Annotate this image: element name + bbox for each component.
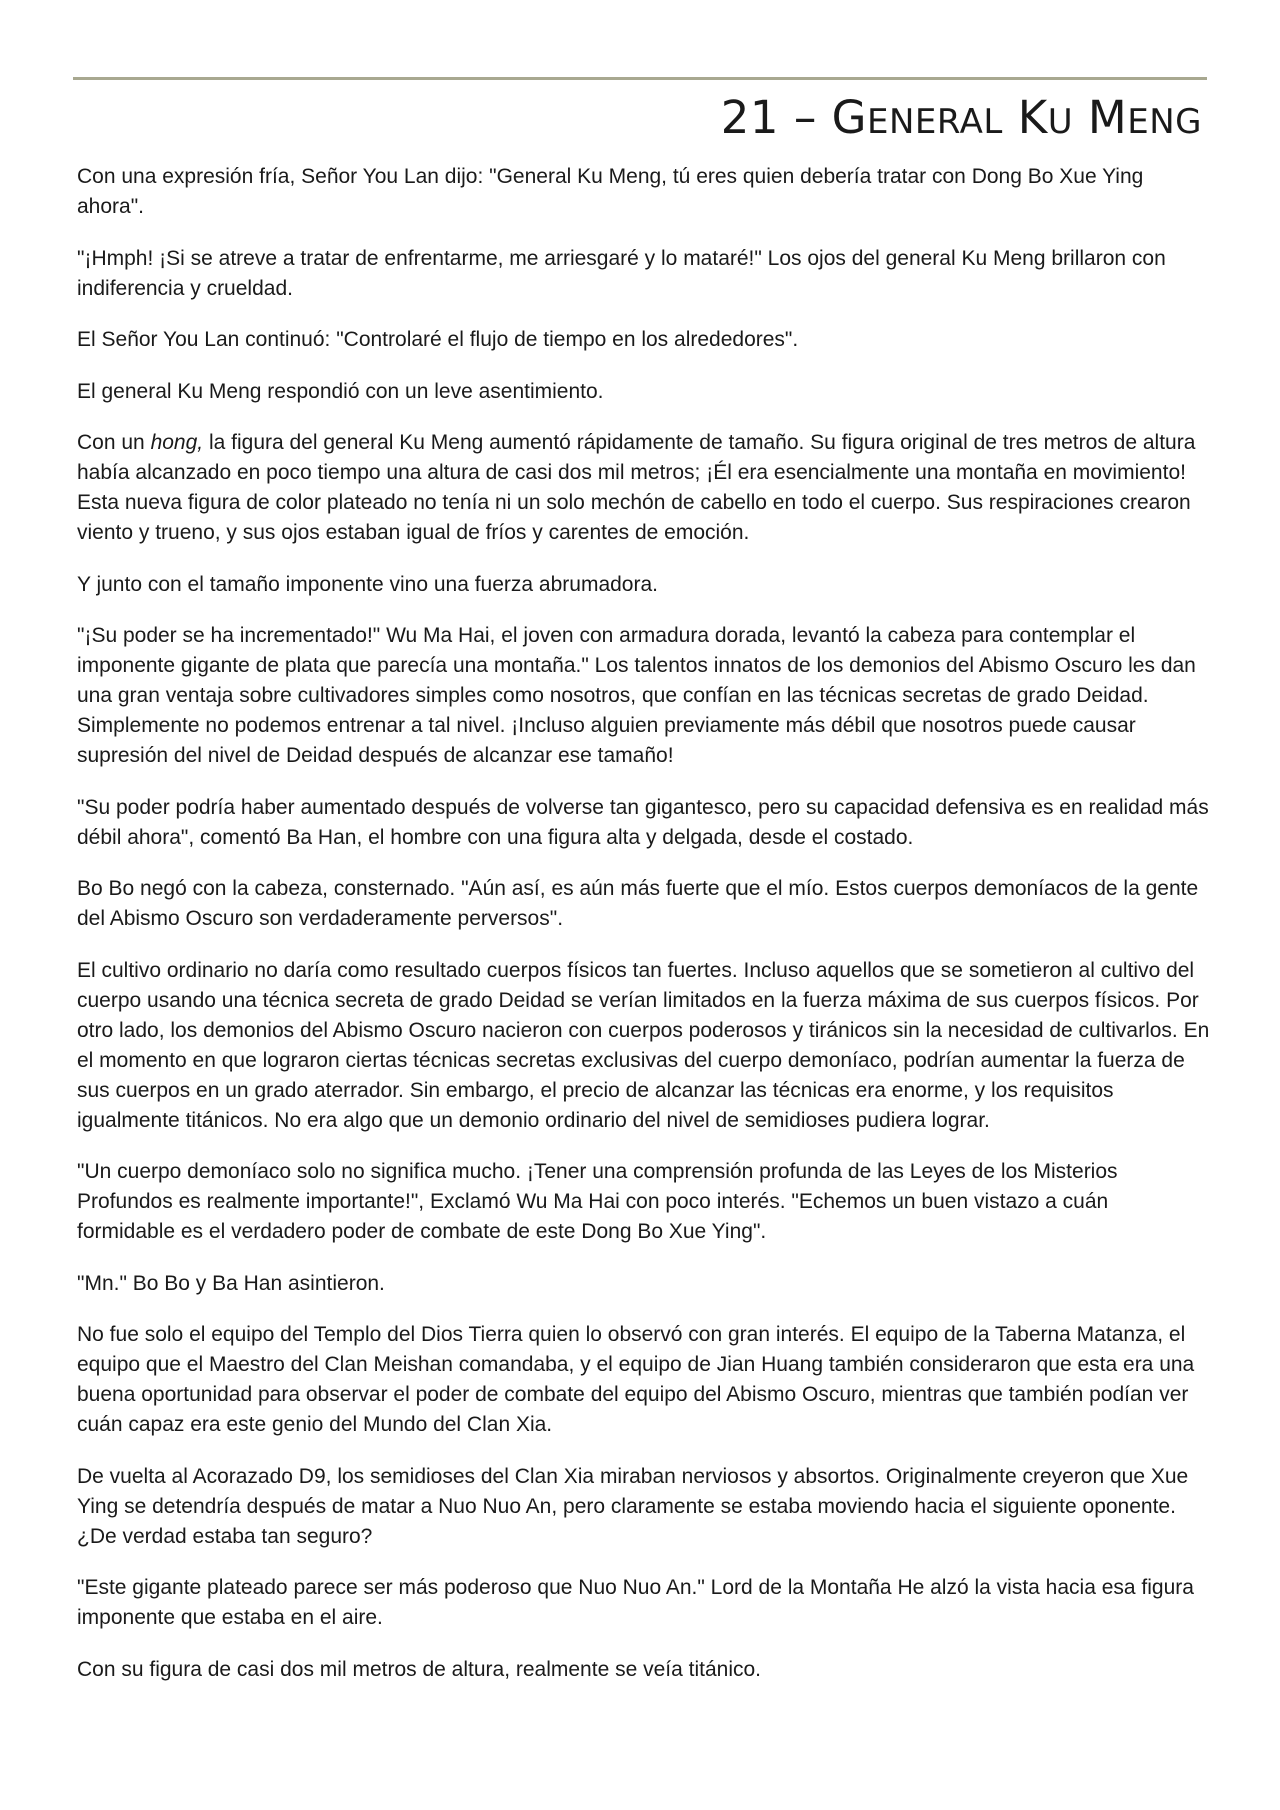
paragraph: El cultivo ordinario no daría como resultado cuerpos físicos tan fuertes. Incluso aquellos que se sometieron al cultivo del cuerpo usando una técnica secreta de grado Deidad se verían limitados en la fuerza máxima de sus cuerpos físicos. Por otro lado, los demonios del Abismo Oscuro nacieron con cuerpos poderosos y tiránicos sin la necesidad de cultivarlos. En el momento en que lograron ciertas técnicas secretas exclusivas del cuerpo demoníaco, podrían aumentar la fuerza de sus cuerpos en un grado aterrador. Sin embargo, el precio de alcanzar las técnicas era enorme, y los requisitos igualmente titánicos. No era algo que un demonio ordinario del nivel de semidioses pudiera lograr. [77, 958, 1210, 1132]
paragraph: Bo Bo negó con la cabeza, consternado. "Aún así, es aún más fuerte que el mío. Estos cuerpos demoníacos de la gente del Abismo Oscuro son verdaderamente perversos". [77, 877, 1199, 930]
header-rule [73, 77, 1207, 80]
paragraph: "Un cuerpo demoníaco solo no significa mucho. ¡Tener una comprensión profunda de las Leyes de los Misterios Profundos es realmente importante!", Exclamó Wu Ma Hai con poco interés. "Echemos un buen vistazo a cuán formidable es el verdadero poder de combate de este Dong Bo Xue Ying". [77, 1160, 1118, 1243]
chapter-body [77, 162, 1210, 1706]
paragraph: Y junto con el tamaño imponente vino una fuerza abrumadora. [77, 572, 658, 596]
title-word-ku: KU [1017, 91, 1074, 144]
title-word-meng: MENG [1087, 91, 1202, 144]
chapter-number: 21 [720, 91, 780, 144]
paragraph: Con su figura de casi dos mil metros de altura, realmente se veía titánico. [77, 1657, 761, 1681]
onomatopoeia: hong, [150, 431, 204, 454]
chapter-title [721, 88, 1202, 152]
paragraph: De vuelta al Acorazado D9, los semidioses del Clan Xia miraban nerviosos y absortos. Originalmente creyeron que Xue Ying se detendría después de matar a Nuo Nuo An, pero claramente se estaba moviendo hacia el siguiente oponente. ¿De verdad estaba tan seguro? [77, 1464, 1189, 1548]
paragraph: "Este gigante plateado parece ser más poderoso que Nuo Nuo An." Lord de la Montaña He alzó la vista hacia esa figura imponente que estaba en el aire. [77, 1576, 1194, 1629]
paragraph: "¡Hmph! ¡Si se atreve a tratar de enfrentarme, me arriesgaré y lo mataré!" Los ojos del general Ku Meng brillaron con indiferencia y crueldad. [77, 246, 1166, 300]
paragraph: "Mn." Bo Bo y Ba Han asintieron. [77, 1271, 385, 1295]
paragraph: Con un hong, la figura del general Ku Meng aumentó rápidamente de tamaño. Su figura original de tres metros de altura había alcanzado en poco tiempo una altura de casi dos mil metros; ¡Él era esencialmente una montaña en movimiento! Esta nueva figura de color plateado no tenía ni un solo mechón de cabello en todo el cuerpo. Sus respiraciones crearon viento y trueno, y sus ojos estaban igual de fríos y carentes de emoción. [77, 431, 1196, 544]
paragraph: "¡Su poder se ha incrementado!" Wu Ma Hai, el joven con armadura dorada, levantó la cabeza para contemplar el imponente gigante de plata que parecía una montaña." Los talentos innatos de los demonios del Abismo Oscuro les dan una gran ventaja sobre cultivadores simples como nosotros, que confían en las técnicas secretas de grado Deidad. Simplemente no podemos entrenar a tal nivel. ¡Incluso alguien previamente más débil que nosotros puede causar supresión del nivel de Deidad después de alcanzar ese tamaño! [77, 624, 1196, 767]
paragraph: No fue solo el equipo del Templo del Dios Tierra quien lo observó con gran interés. El equipo de la Taberna Matanza, el equipo que el Maestro del Clan Meishan comandaba, y el equipo de Jian Huang también consideraron que esta era una buena oportunidad para observar el poder de combate del equipo del Abismo Oscuro, mientras que también podían ver cuán capaz era este genio del Mundo del Clan Xia. [77, 1323, 1195, 1436]
paragraph: Con una expresión fría, Señor You Lan dijo: "General Ku Meng, tú eres quien debería tratar con Dong Bo Xue Ying ahora". [77, 165, 1144, 218]
paragraph: "Su poder podría haber aumentado después de volverse tan gigantesco, pero su capacidad defensiva es en realidad más débil ahora", comentó Ba Han, el hombre con una figura alta y delgada, desde el costado. [77, 795, 1209, 849]
paragraph: El Señor You Lan continuó: "Controlaré el flujo de tiempo en los alrededores". [77, 328, 799, 351]
paragraph: El general Ku Meng respondió con un leve asentimiento. [77, 379, 604, 403]
title-word-general: GENERAL [831, 91, 1003, 144]
chapter-dash: – [779, 91, 832, 144]
